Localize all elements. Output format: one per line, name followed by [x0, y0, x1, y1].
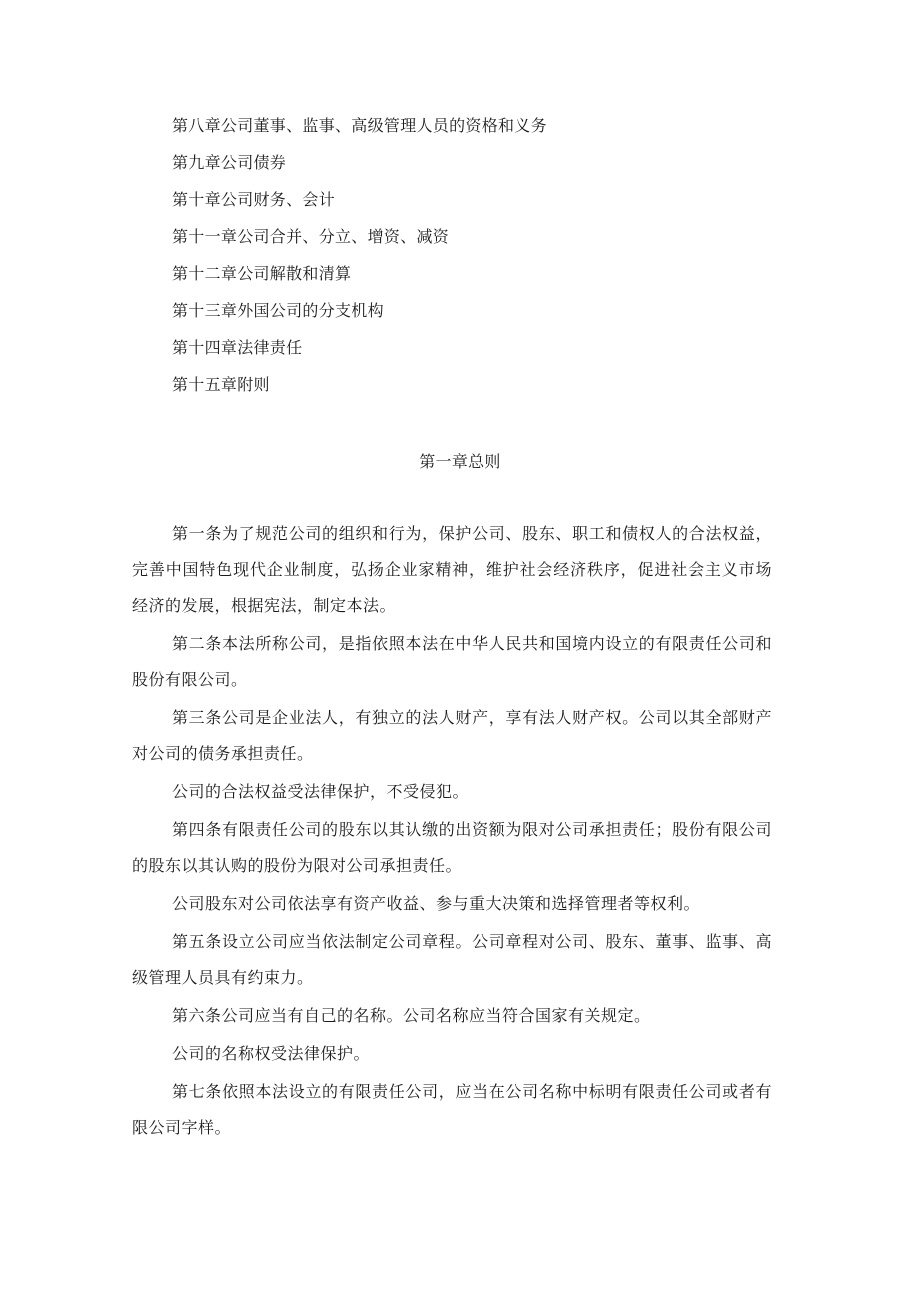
article-5: 第五条设立公司应当依法制定公司章程。公司章程对公司、股东、董事、监事、高级管理人员具有约束力。: [132, 932, 772, 987]
toc-item-chapter-9: 第九章公司债券: [172, 153, 287, 172]
chapter-body: [132, 516, 772, 1148]
toc-item-chapter-10: 第十章公司财务、会计: [172, 190, 336, 209]
article-6: 第六条公司应当有自己的名称。公司名称应当符合国家有关规定。: [172, 1006, 651, 1025]
toc-item-chapter-12: 第十二章公司解散和清算: [172, 264, 352, 283]
toc-item-chapter-13: 第十三章外国公司的分支机构: [172, 301, 384, 320]
toc-item-chapter-11: 第十一章公司合并、分立、增资、减资: [172, 227, 450, 246]
article-2: 第二条本法所称公司，是指依照本法在中华人民共和国境内设立的有限责任公司和股份有限公司。: [132, 634, 772, 689]
chapter-title: 第一章总则: [419, 452, 501, 471]
article-4: 第四条有限责任公司的股东以其认缴的出资额为限对公司承担责任；股份有限公司的股东以其认购的股份为限对公司承担责任。: [132, 820, 772, 875]
article-3: 第三条公司是企业法人，有独立的法人财产，享有法人财产权。公司以其全部财产对公司的债务承担责任。: [132, 708, 772, 763]
article-3-paragraph-2: 公司的合法权益受法律保护，不受侵犯。: [172, 782, 470, 801]
table-of-contents: [172, 116, 792, 412]
toc-item-chapter-14: 第十四章法律责任: [172, 338, 303, 357]
article-7: 第七条依照本法设立的有限责任公司，应当在公司名称中标明有限责任公司或者有限公司字样。: [132, 1082, 772, 1137]
article-4-paragraph-2: 公司股东对公司依法享有资产收益、参与重大决策和选择管理者等权利。: [172, 894, 701, 913]
article-6-paragraph-2: 公司的名称权受法律保护。: [172, 1044, 371, 1063]
article-1: 第一条为了规范公司的组织和行为，保护公司、股东、职工和债权人的合法权益，完善中国特色现代企业制度，弘扬企业家精神，维护社会经济秩序，促进社会主义市场经济的发展，根据宪法，制定本法。: [132, 524, 772, 615]
toc-item-chapter-8: 第八章公司董事、监事、高级管理人员的资格和义务: [172, 116, 547, 135]
toc-item-chapter-15: 第十五章附则: [172, 375, 270, 394]
